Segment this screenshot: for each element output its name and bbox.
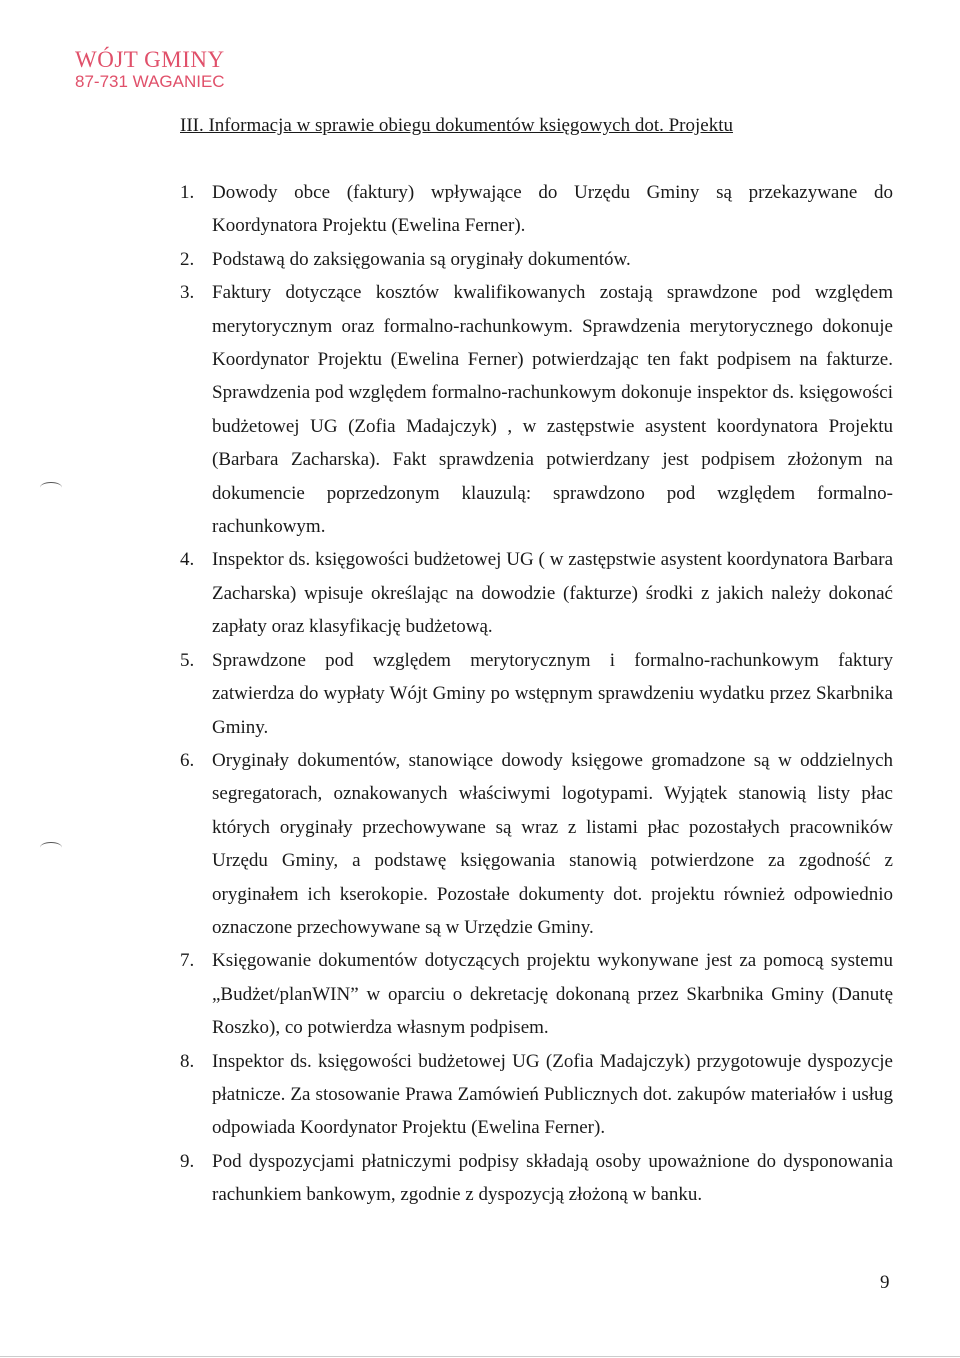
list-item (180, 543, 893, 643)
item-number: 8. (180, 1050, 195, 1072)
item-text: Inspektor ds. księgowości budżetowej UG ( w zastępstwie asystent koordynatora Barbara Zacharska) wpisuje określając na dowodzie (fakturze) środki z jakich należy dokonać zapłaty oraz klasyfikację budżetową. (212, 549, 893, 638)
item-text: Księgowanie dokumentów dotyczących projektu wykonywane jest za pomocą systemu „Budżet/planWIN” w oparciu o dekretację dokonaną przez Skarbnika Gminy (Danutę Roszko), co potwierdza własnym podpisem. (212, 950, 893, 1039)
item-number: 9. (180, 1150, 195, 1172)
list-item (180, 176, 893, 243)
item-text: Sprawdzone pod względem merytorycznym i formalno-rachunkowym faktury zatwierdza do wypłaty Wójt Gminy po wstępnym sprawdzeniu wydatku przez Skarbnika Gminy. (212, 649, 893, 738)
item-text: Oryginały dokumentów, stanowiące dowody księgowe gromadzone są w oddzielnych segregatorach, oznakowanych właściwymi logotypami. Wyjątek stanowią listy płac których oryginały przechowywane są wraz z listami płac pozostałych pracowników Urzędu Gminy, a podstawę księgowania stanowią potwierdzone za zgodność z oryginałem ich kserokopie. Pozostałe dokumenty dot. projektu również odpowiednio oznaczone przechowywane są w Urzędzie Gminy. (212, 749, 893, 938)
item-text: Dowody obce (faktury) wpływające do Urzędu Gminy są przekazywane do Koordynatora Projektu (Ewelina Ferner). (212, 182, 893, 237)
stamp-title: WÓJT GMINY (75, 47, 225, 72)
list-item (180, 243, 893, 276)
item-text: Pod dyspozycjami płatniczymi podpisy składają osoby upoważnione do dysponowania rachunkiem bankowym, zgodnie z dyspozycją złożoną w banku. (212, 1150, 893, 1206)
binder-hole-mark (40, 842, 62, 853)
item-number: 2. (180, 248, 195, 270)
item-text: Inspektor ds. księgowości budżetowej UG (Zofia Madajczyk) przygotowuje dyspozycje płatnicze. Za stosowanie Prawa Zamówień Publicznych dot. zakupów materiałów i usług odpowiada Koordynator Projektu (Ewelina Ferner). (212, 1050, 893, 1139)
item-number: 7. (180, 950, 195, 972)
list-item (180, 1145, 893, 1212)
procedure-list (180, 176, 893, 1212)
list-item (180, 644, 893, 744)
list-item (180, 944, 893, 1044)
item-text: Faktury dotyczące kosztów kwalifikowanych zostają sprawdzone pod względem merytorycznym oraz formalno-rachunkowym. Sprawdzenia merytorycznego dokonuje Koordynator Projektu (Ewelina Ferner) potwierdzając ten fakt podpisem na fakturze. Sprawdzenia pod względem formalno-rachunkowym dokonuje inspektor ds. księgowości budżetowej UG (Zofia Madajczyk) , w zastępstwie asystent koordynatora Projektu (Barbara Zacharska). Fakt sprawdzenia potwierdzany jest podpisem złożonym na dokumencie poprzedzonym klauzulą: sprawdzono pod względem formalno-rachunkowym. (212, 282, 893, 538)
page-number: 9 (880, 1272, 890, 1293)
stamp-address: 87-731 WAGANIEC (75, 72, 225, 91)
item-number: 5. (180, 649, 195, 671)
item-number: 6. (180, 749, 195, 771)
section-title: III. Informacja w sprawie obiegu dokumentów księgowych dot. Projektu (180, 115, 733, 136)
page-edge (0, 1356, 960, 1357)
list-item (180, 276, 893, 543)
list-item (180, 1045, 893, 1145)
item-text: Podstawą do zaksięgowania są oryginały dokumentów. (212, 248, 631, 270)
list-item (180, 744, 893, 944)
office-stamp (75, 48, 225, 92)
item-number: 1. (180, 182, 195, 203)
item-number: 3. (180, 282, 195, 304)
item-number: 4. (180, 549, 195, 571)
binder-hole-mark (40, 482, 62, 493)
